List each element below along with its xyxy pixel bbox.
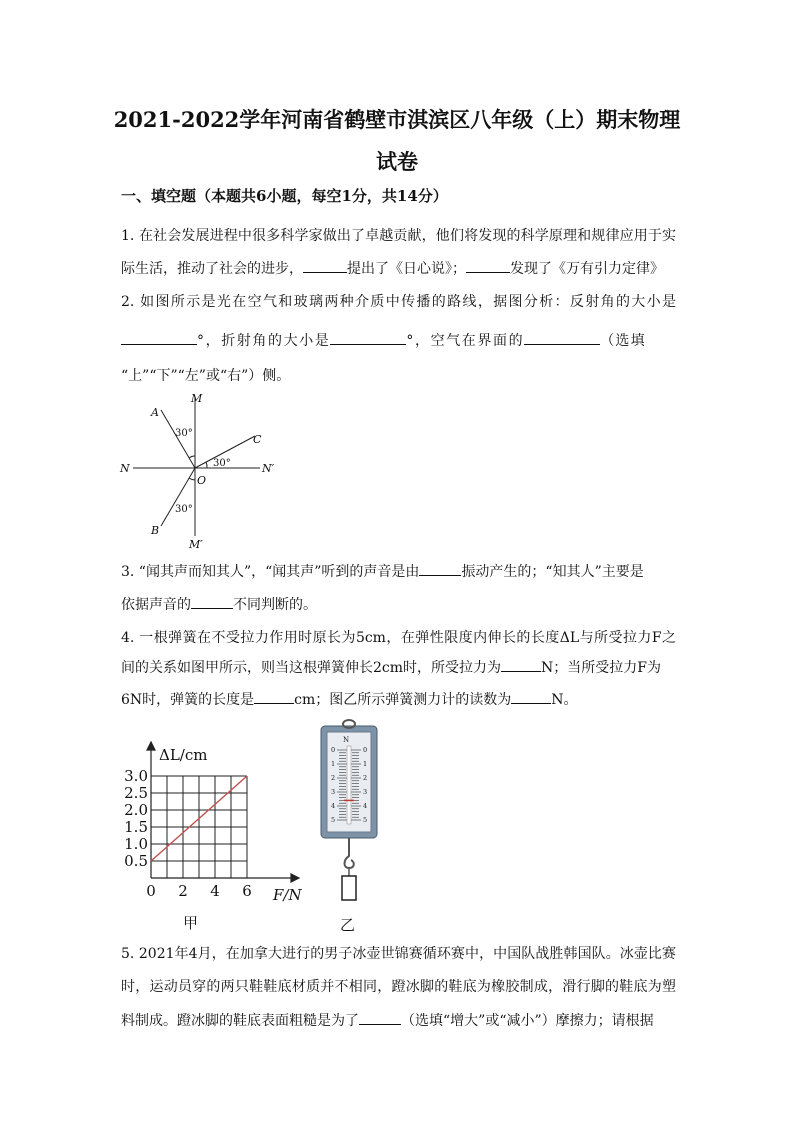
q1-blank-1[interactable]	[303, 258, 347, 273]
q4-blank-1[interactable]	[501, 657, 541, 672]
x-tick-label: 4	[210, 882, 220, 900]
graph-caption: 甲	[183, 914, 199, 932]
q4-text-b: N；当所受拉力F为	[541, 660, 661, 676]
scale-tick-label: 1	[363, 760, 368, 768]
label-n: N	[120, 462, 130, 475]
q4-line3	[121, 689, 676, 709]
q1-line1: 1. 在社会发展进程中很多科学家做出了卓越贡献，他们将发现的科学原理和规律应用于实	[121, 228, 676, 244]
q4-text-d: cm；图乙所示弹簧测力计的读数为	[294, 692, 512, 708]
scale-hook	[345, 838, 354, 868]
x-tick-label: 6	[242, 882, 252, 900]
scale-tick-label: 1	[331, 760, 336, 768]
angle-arc-3	[189, 478, 195, 480]
x-axis-arrow	[291, 874, 299, 882]
angle-label-1: 30°	[175, 428, 193, 439]
scale-tick-label: 3	[363, 788, 368, 796]
scale-tick-label: 2	[363, 774, 368, 782]
label-n-prime: N′	[262, 462, 275, 475]
x-tick-label: 0	[146, 882, 156, 900]
y-axis-arrow	[147, 742, 155, 750]
scale-tick-label: 5	[363, 816, 368, 824]
q2-line3: “上”“下”“左”或“右”）侧。	[121, 368, 291, 384]
q3-text-a: 3. “闻其声而知其人”，“闻其声”听到的声音是由	[121, 564, 420, 580]
spring-scale	[315, 718, 385, 936]
q5-line2: 时，运动员穿的两只鞋鞋底材质并不相同，蹬冰脚的鞋底为橡胶制成，滑行脚的鞋底为塑	[121, 979, 676, 995]
q3-blank-2[interactable]	[191, 594, 233, 609]
label-c: C	[253, 433, 262, 446]
paper-title-line2: 试卷	[376, 149, 418, 174]
scale-tick-label: 4	[331, 802, 336, 810]
x-axis-label: F/N	[273, 886, 302, 904]
y-tick-label: 0.5	[124, 852, 148, 870]
scale-slot	[347, 746, 351, 824]
q5-blank-1[interactable]	[359, 1010, 401, 1025]
light-path-diagram	[115, 388, 285, 553]
label-a: A	[151, 406, 159, 419]
q3-line1	[121, 561, 676, 581]
q1-line2	[121, 258, 676, 278]
scale-tick-label: 5	[331, 816, 336, 824]
q1-text-c: 发现了《万有引力定律》	[510, 261, 664, 277]
hanging-weight	[342, 876, 356, 900]
x-tick-label: 2	[178, 882, 188, 900]
scale-tick-label: 2	[331, 774, 336, 782]
label-m-prime: M′	[189, 538, 203, 551]
scale-tick-label: 3	[331, 788, 336, 796]
meter-caption: 乙	[340, 916, 356, 934]
q2-line1: 2. 如图所示是光在空气和玻璃两种介质中传播的路线，据图分析：反射角的大小是	[121, 294, 676, 310]
section-heading: 一、填空题（本题共6小题，每空1分，共14分）	[121, 187, 448, 205]
q4-line2	[121, 657, 676, 677]
spring-extension-graph	[115, 738, 315, 933]
q5-text-b: （选填“增大”或“减小”）摩擦力；请根据	[401, 1013, 654, 1029]
q2-blank-1[interactable]	[121, 330, 197, 345]
q3-text-b: 振动产生的；“知其人”主要是	[461, 564, 644, 580]
q4-text-e: N。	[551, 692, 578, 708]
q1-blank-2[interactable]	[466, 258, 510, 273]
q2-blank-2[interactable]	[330, 330, 406, 345]
q2-text-c: （选填	[600, 333, 646, 349]
ray-ao	[161, 410, 195, 468]
q3-line2	[121, 594, 676, 614]
q1-text-a: 际生活，推动了社会的进步，	[121, 261, 303, 277]
scale-tick-label: 0	[363, 746, 368, 754]
q3-text-d: 不同判断的。	[233, 597, 317, 613]
label-o: O	[197, 474, 207, 487]
y-tick-label: 2.5	[124, 784, 148, 802]
q5-line3	[121, 1010, 676, 1030]
q2-blank-3[interactable]	[524, 330, 600, 345]
q3-blank-1[interactable]	[419, 561, 461, 576]
scale-tick-label: 4	[363, 802, 368, 810]
y-axis-label: ΔL/cm	[159, 746, 208, 764]
q5-text-a: 料制成。蹬冰脚的鞋底表面粗糙是为了	[121, 1013, 359, 1029]
angle-arc-2	[206, 462, 207, 468]
q5-line1: 5. 2021年4月，在加拿大进行的男子冰壶世锦赛循环赛中，中国队战胜韩国队。冰壶比赛	[121, 946, 676, 962]
q2-text-b: °，空气在界面的	[406, 333, 525, 349]
q4-line1: 4. 一根弹簧在不受拉力作用时原长为5cm，在弹性限度内伸长的长度ΔL与所受拉力F之	[121, 630, 676, 646]
paper-title-line1: 2021-2022学年河南省鹤壁市淇滨区八年级（上）期末物理	[113, 107, 681, 132]
q4-blank-2[interactable]	[254, 689, 294, 704]
angle-label-3: 30°	[175, 504, 193, 515]
angle-label-2: 30°	[213, 458, 231, 469]
q4-text-a: 间的关系如图甲所示，则当这根弹簧伸长2cm时，所受拉力为	[121, 660, 502, 676]
ray-ob	[161, 468, 195, 526]
label-m: M	[191, 392, 203, 405]
q4-blank-3[interactable]	[511, 689, 551, 704]
scale-unit: N	[343, 736, 350, 744]
q2-line2	[121, 330, 676, 350]
y-tick-label: 1.0	[124, 835, 148, 853]
y-tick-label: 1.5	[124, 818, 148, 836]
scale-tick-label: 0	[331, 746, 336, 754]
y-tick-label: 2.0	[124, 801, 148, 819]
label-b: B	[151, 524, 160, 537]
q3-text-c: 依据声音的	[121, 597, 191, 613]
q4-text-c: 6N时，弹簧的长度是	[121, 692, 255, 708]
y-tick-label: 3.0	[124, 767, 148, 785]
q1-text-b: 提出了《日心说》；	[347, 261, 466, 277]
q2-text-a: °，折射角的大小是	[197, 333, 331, 349]
angle-arc-1	[189, 456, 195, 458]
